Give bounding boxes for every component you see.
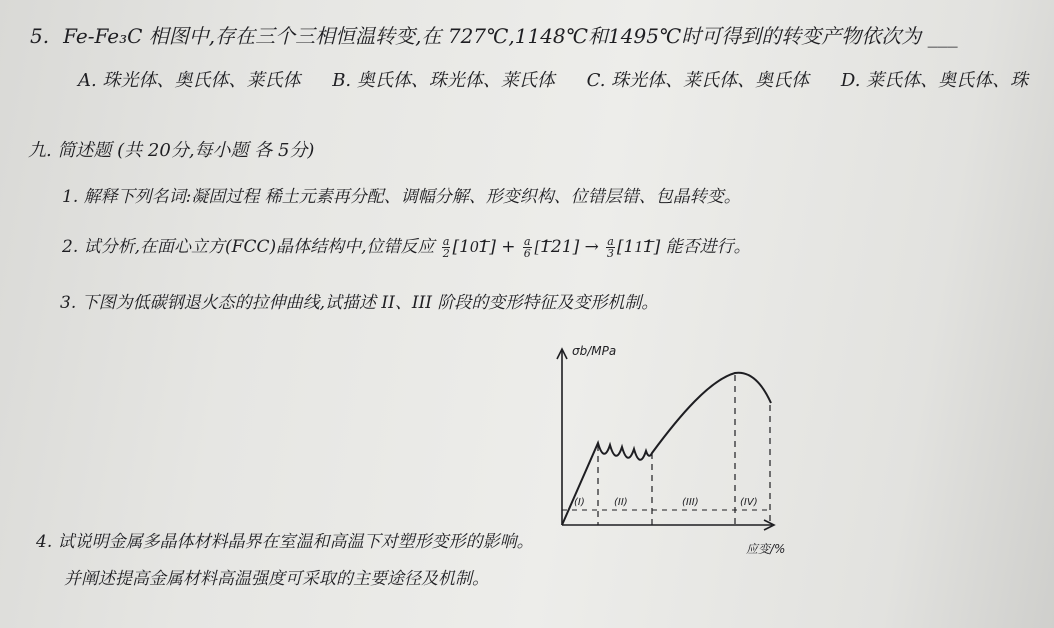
item-2 [62, 232, 751, 259]
vector-2: [͞121] → [533, 237, 599, 257]
option-d: D. 莱氏体、奥氏体、珠 [840, 70, 1029, 91]
fraction-3-den: 3 [607, 247, 615, 260]
fraction-2-den: 6 [523, 247, 531, 260]
stage-4-label: (IV) [740, 497, 758, 508]
item-4-line-1: 4. 试说明金属多晶体材料晶界在室温和高温下对塑形变形的影响。 [36, 532, 534, 552]
fraction-2 [523, 236, 532, 259]
item-4-line-2: 并阐述提高金属材料高温强度可采取的主要途径及机制。 [64, 569, 489, 589]
item-1: 1. 解释下列名词:凝固过程 稀土元素再分配、调幅分解、形变织构、位错层错、包晶转变。 [62, 187, 741, 207]
vector-1: [10͞1] + [452, 237, 516, 257]
fraction-1-den: 2 [442, 247, 450, 260]
section-title: 九. 简述题 (共 20分,每小题 各 5分) [28, 140, 315, 161]
item-3: 3. 下图为低碳钢退火态的拉伸曲线,试描述 II、III 阶段的变形特征及变形机制。 [60, 293, 659, 313]
fraction-3 [606, 236, 615, 259]
fraction-1-num: a [442, 235, 450, 248]
stage-2-label: (II) [614, 497, 628, 508]
question-5-number: 5. [30, 24, 50, 48]
vector-3: [11͞1] [616, 237, 661, 257]
option-a: A. 珠光体、奥氏体、莱氏体 [78, 70, 301, 91]
question-5 [30, 20, 958, 49]
question-5-text: Fe-Fe₃C 相图中,存在三个三相恒温转变,在 727℃,1148℃和1495℃时可得到的转变产物依次为 ___ [63, 24, 958, 48]
item-2-post: 能否进行。 [665, 237, 751, 257]
option-b: B. 奥氏体、珠光体、莱氏体 [332, 70, 555, 91]
stage-3-label: (III) [682, 497, 699, 508]
option-c: C. 珠光体、莱氏体、奥氏体 [586, 70, 810, 91]
fraction-1 [442, 236, 451, 259]
tensile-curve-diagram [550, 335, 795, 565]
fraction-3-num: a [607, 235, 614, 248]
question-5-options [78, 66, 1054, 92]
x-axis-label: 应变/% [746, 542, 786, 556]
fraction-2-num: a [523, 235, 531, 248]
stage-1-label: (I) [574, 497, 585, 508]
y-axis-label: σb/MPa [572, 344, 617, 358]
item-2-pre: 2. 试分析,在面心立方(FCC)晶体结构中,位错反应 [62, 237, 435, 257]
